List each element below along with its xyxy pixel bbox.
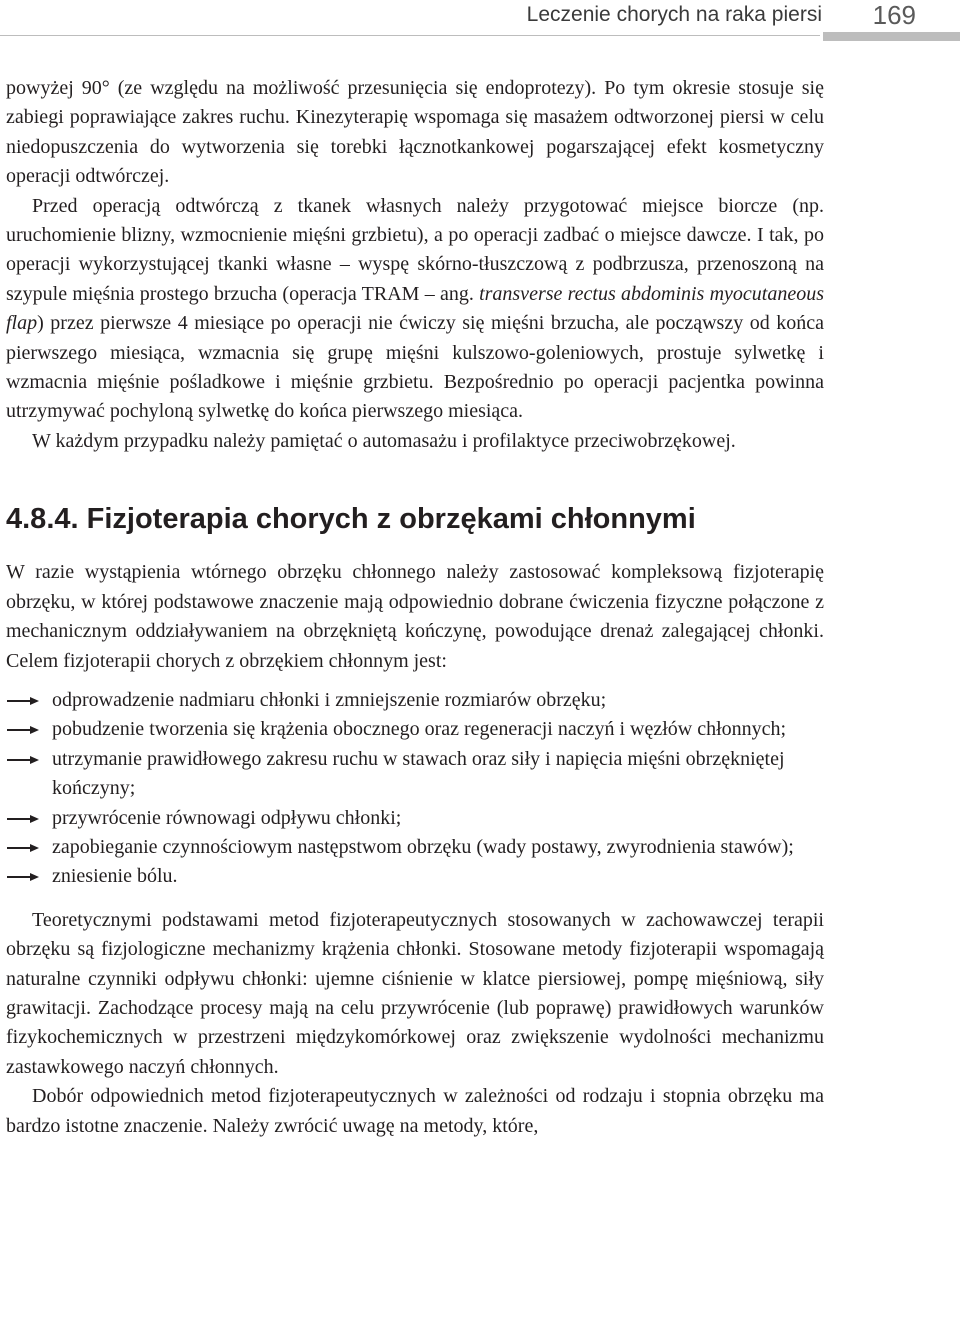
arrow-right-icon (6, 755, 40, 765)
list-item-text: pobudzenie tworzenia się krążenia obocznego oraz regeneracji naczyń i węzłów chłonnych; (52, 718, 787, 741)
list-item (6, 715, 824, 744)
running-header-title: Leczenie chorych na raka piersi (526, 3, 822, 26)
running-header (0, 0, 960, 42)
paragraph-text: ) przez pierwsze 4 miesiące po operacji nie ćwiczy się mięśni brzucha, ale począwszy od końca pierwszego miesiąca, wzmacnia się grupę mięśni kulszowo-goleniowych, prostuje sylwetkę i wzmacnia mięśnie pośladkowe i mięśnie grzbietu. Bezpośrednio po operacji pacjentka powinna utrzymywać pochyloną sylwetkę do końca pierwszego miesiąca. (6, 312, 824, 423)
arrow-right-icon (6, 872, 40, 882)
arrow-right-icon (6, 696, 40, 706)
latin-term: transverse rectus abdominis myocutaneous flap (6, 282, 824, 335)
paragraph-method-selection: Dobór odpowiednich metod fizjoterapeutycznych w zależności od rodzaju i stopnia obrzęku ma bardzo istotne znaczenie. Należy zwrócić uwagę na metody, które, (6, 1085, 824, 1137)
list-item (6, 686, 824, 715)
arrow-right-icon (6, 725, 40, 735)
list-item-text: zniesienie bólu. (52, 865, 178, 888)
list-item-text: zapobieganie czynnościowym następstwom obrzęku (wady postawy, zwyrodnienia stawów); (52, 835, 794, 858)
paragraph-automassage: W każdym przypadku należy pamiętać o automasażu i profilaktyce przeciwobrzękowej. (32, 429, 736, 452)
paragraph-theory: Teoretycznymi podstawami metod fizjoterapeutycznych stosowanych w zachowawczej terapii obrzęku są fizjologiczne mechanizmy krążenia chłonki. Stosowane metody fizjoterapii wspomagają naturalne czynniki odpływu chłonki: ujemne ciśnienie w klatce piersiowej, pompę mięśniową, siły grawitacji. Zachodzące procesy mają na celu przywrócenie (lub poprawę) prawidłowych warunków fizykochemicznych w przestrzeni międzykomórkowej oraz zwiększenie wydolności mechanizmu zastawkowego naczyń chłonnych. (6, 908, 824, 1078)
header-rule (0, 35, 820, 36)
paragraph-flap-surgery (6, 192, 824, 427)
header-page-bar (823, 32, 960, 41)
arrow-right-icon (6, 843, 40, 853)
list-item-text: przywrócenie równowagi odpływu chłonki; (52, 806, 402, 829)
section-heading: 4.8.4. Fizjoterapia chorych z obrzękami chłonnymi (6, 503, 696, 536)
list-item-text: utrzymanie prawidłowego zakresu ruchu w stawach oraz siły i napięcia mięśni obrzękniętej kończyny; (52, 747, 785, 800)
goals-list (6, 686, 824, 892)
paragraph-text: Przed operacją odtwórczą z tkanek własnych należy przygotować miejsce biorcze (np. uruchomienie blizny, wzmocnienie mięśni grzbietu), a po operacji zadbać o miejsce dawcze. I tak, po operacji wykorzystującej tkanki własne – wyspę skórno-tłuszczową z podbrzusza, przenoszoną na szypule mięśnia prostego brzucha (operacja TRAM – ang. (6, 194, 824, 305)
list-item (6, 833, 824, 862)
list-item (6, 804, 824, 833)
paragraph-lymphedema-intro: W razie wystąpienia wtórnego obrzęku chłonnego należy zastosować kompleksową fizjoterapię obrzęku, w której podstawowe znaczenie mają odpowiednio dobrane ćwiczenia fizyczne połączone z mechanicznym oddziaływaniem na obrzękniętą kończynę, powodujące drenaż zalegającej chłonki. Celem fizjoterapii chorych z obrzękiem chłonnym jest: (6, 561, 824, 672)
list-item (6, 862, 824, 891)
paragraph-text: powyżej 90° (ze względu na możliwość przesunięcia się endoprotezy). Po tym okresie stosuje się zabiegi poprawiające zakres ruchu. Kinezyterapię wspomaga się masażem odtworzonej piersi w celu niedopuszczenia do wytworzenia się torebki łącznotkankowej pogarszającej efekt kosmetyczny operacji odtwórczej. (6, 77, 824, 188)
list-item (6, 745, 824, 804)
page-body (6, 74, 824, 1141)
paragraph-rehab-continuation (6, 74, 824, 192)
arrow-right-icon (6, 814, 40, 824)
page-number: 169 (872, 0, 916, 30)
list-item-text: odprowadzenie nadmiaru chłonki i zmniejszenie rozmiarów obrzęku; (52, 688, 607, 711)
